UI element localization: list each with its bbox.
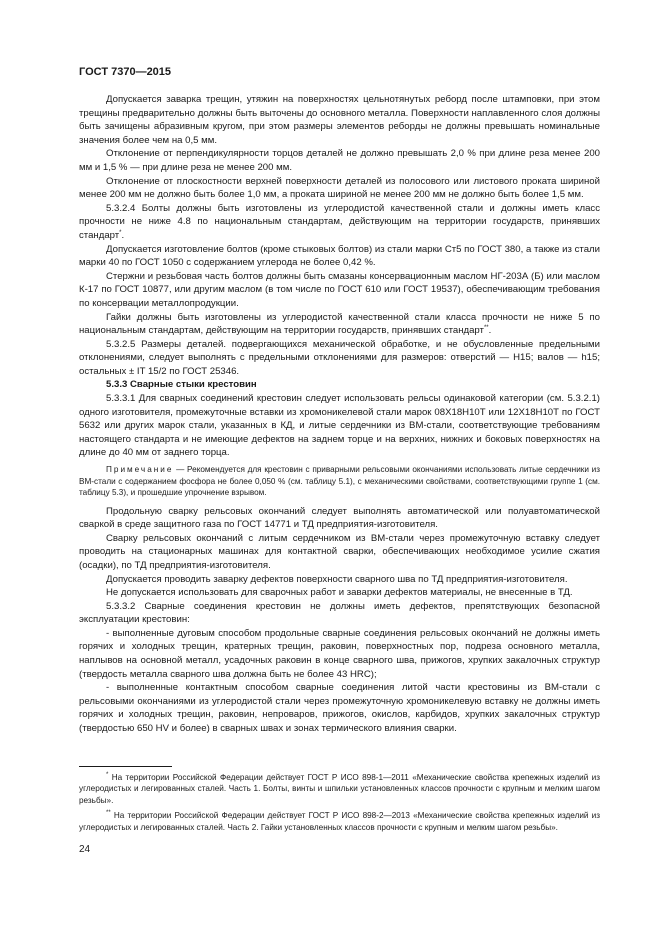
paragraph-nuts-text: Гайки должны быть изготовлены из углеродистой качественной стали класса прочности не ниже 5 по национальным стандартам, действующим на территории государств, принявших стандарт	[79, 311, 600, 337]
paragraph-perpendicularity: Отклонение от перпендикулярности торцов деталей не должно превышать 2,0 % при длине реза менее 200 мм и 1,5 % — при длине реза не менее 200 мм.	[79, 148, 600, 173]
period: .	[121, 229, 125, 241]
paragraph-bolt-steel: Допускается изготовление болтов (кроме стыковых болтов) из стали марки Ст5 по ГОСТ 380, а также из стали марки 40 по ГОСТ 1050 с содержанием углерода не более 0,42 %.	[79, 243, 600, 269]
paragraph-contact-welding: Сварку рельсовых окончаний с литым сердечником из ВМ-стали через промежуточную вставку следует проводить на стационарных машинах для контактной сварки, обеспечивающих необходимое усилие сжатия (осадки), по ТД предприятия-изготовителя.	[79, 532, 600, 571]
paragraph-defect-repair: Допускается проводить заварку дефектов поверхности сварного шва по ТД предприятия-изготовителя.	[106, 573, 568, 585]
note-block	[79, 464, 600, 499]
footnote-mark-2: **	[106, 810, 111, 817]
note-text: — Рекомендуется для крестовин с приварными рельсовыми окончаниями использовать литые сердечники из ВМ-стали с содержанием фосфора не более 0,050 % (см. таблицу 5.1), с механическими свойствами, соответствующими группе 1 (см. таблицу 5.3), и прошедшие упрочнение взрывом.	[79, 465, 600, 498]
page-body	[79, 93, 600, 736]
list-item-arc-welds: - выполненные дуговым способом продольные сварные соединения рельсовых окончаний не должны иметь горячих и холодных трещин, кратерных трещин, раковин, поверхностных пор, подреза основного металла, наплывов на основной металл, усадочных раковин в конце сварного шва, прижогов, хрупких закалочных структур (твердость металла сварного шва должна быть не более 43 HRC);	[79, 627, 600, 680]
footnote-mark-1: *	[106, 772, 109, 778]
list-item-contact-welds: - выполненные контактным способом сварные соединения литой части крестовины из ВМ-стали с рельсовыми окончаниями из углеродистой стали через промежуточную хромоникелевую вставку не должны иметь горячих и холодных трещин, раковин, непроваров, прижогов, окислов, карбидов, хрупких закалочных структур (твердостью 650 HV и более) в сварных швах и зонах термического влияния сварки.	[79, 682, 600, 735]
page-header-title: ГОСТ 7370—2015	[79, 66, 172, 78]
footnote-1	[79, 772, 600, 806]
paragraph-weld-repair: Допускается заварка трещин, утяжин на поверхностях цельнотянутых реборд после штамповки, при этом трещины предварительно должны быть выточены до основного металла. Поверхности наплавленного слоя должны быть зачищены абразивным кругом, при этом размеры элементов реборды не должны превышать номинальные значения более чем на 0,5 мм.	[79, 94, 600, 146]
period: .	[488, 325, 492, 337]
note-label: Примечание	[106, 465, 174, 475]
paragraph-nuts	[79, 311, 600, 338]
footnote-1-text: На территории Российской Федерации действует ГОСТ Р ИСО 898-1—2011 «Механические свойства крепежных изделий из углеродистых и легированных сталей. Часть 1. Болты, винты и шпильки установленных классов прочности с крупным и мелким шагом резьбы».	[79, 773, 600, 805]
footnote-2	[79, 810, 600, 833]
paragraph-flatness: Отклонение от плоскостности верхней поверхности деталей из полосового или листового проката шириной менее 200 мм не должно быть более 1,0 мм, а проката шириной не менее 200 мм не должно быть более 1,5 мм.	[79, 175, 600, 201]
footnote-2-text: На территории Российской Федерации действует ГОСТ Р ИСО 898-2—2013 «Механические свойства крепежных изделий из углеродистых и легированных сталей. Часть 2. Гайки установленных классов прочности с крупным и мелким шагом резьбы».	[79, 811, 600, 832]
paragraph-bolt-lubrication: Стержни и резьбовая часть болтов должны быть смазаны консервационным маслом НГ-203А (Б) или маслом К-17 по ГОСТ 10877, или другим маслом (в том числе по ГОСТ 610 или ГОСТ 19537), обеспечивающим требования по консервации металлопродукции.	[79, 270, 600, 309]
footnote-ref-2: **	[483, 325, 489, 332]
paragraph-5-3-3-1: 5.3.3.1 Для сварных соединений крестовин следует использовать рельсы одинаковой категории (см. 5.3.2.1) одного изготовителя, промежуточные вставки из хромоникелевой стали марок 08Х18Н10Т или 12Х18Н10Т по ГОСТ 5632 или других марок стали, указанных в КД, и литые сердечники из ВМ-стали, соответствующие требованиям настоящего стандарта и не имеющие дефектов на заднем торце и на верхних, нижних и боковых поверхностях на длине до 40 мм от заднего торца.	[79, 393, 600, 459]
page-number: 24	[79, 844, 91, 855]
paragraph-5-3-2-5: 5.3.2.5 Размеры деталей. подвергающихся механической обработке, и не обусловленные предельными отклонениями, следует выполнять с предельными отклонениями для размеров: отверстий — H15; валов — h15; остальных ± IT 15/2 по ГОСТ 25346.	[79, 338, 600, 377]
footnote-divider	[79, 766, 172, 767]
paragraph-5-3-3-2: 5.3.3.2 Сварные соединения крестовин не должны иметь дефектов, препятствующих безопасной эксплуатации крестовин:	[79, 600, 600, 626]
paragraph-5-3-2-4-text: 5.3.2.4 Болты должны быть изготовлены из углеродистой качественной стали и должны иметь класс прочности не ниже 4.8 по национальным стандартам, действующим на территории государств, принявших стандарт	[79, 202, 600, 241]
footnote-ref-1: *	[119, 229, 122, 236]
paragraph-5-3-2-4	[79, 202, 600, 243]
paragraph-longitudinal-welding: Продольную сварку рельсовых окончаний следует выполнять автоматической или полуавтоматической сваркой в среде защитного газа по ГОСТ 14771 и ТД предприятия-изготовителя.	[79, 505, 600, 531]
paragraph-materials: Не допускается использовать для сварочных работ и заварки дефектов материалы, не внесенные в ТД.	[106, 587, 573, 599]
footnotes	[79, 772, 600, 837]
section-heading-5-3-3: 5.3.3 Сварные стыки крестовин	[106, 379, 257, 391]
